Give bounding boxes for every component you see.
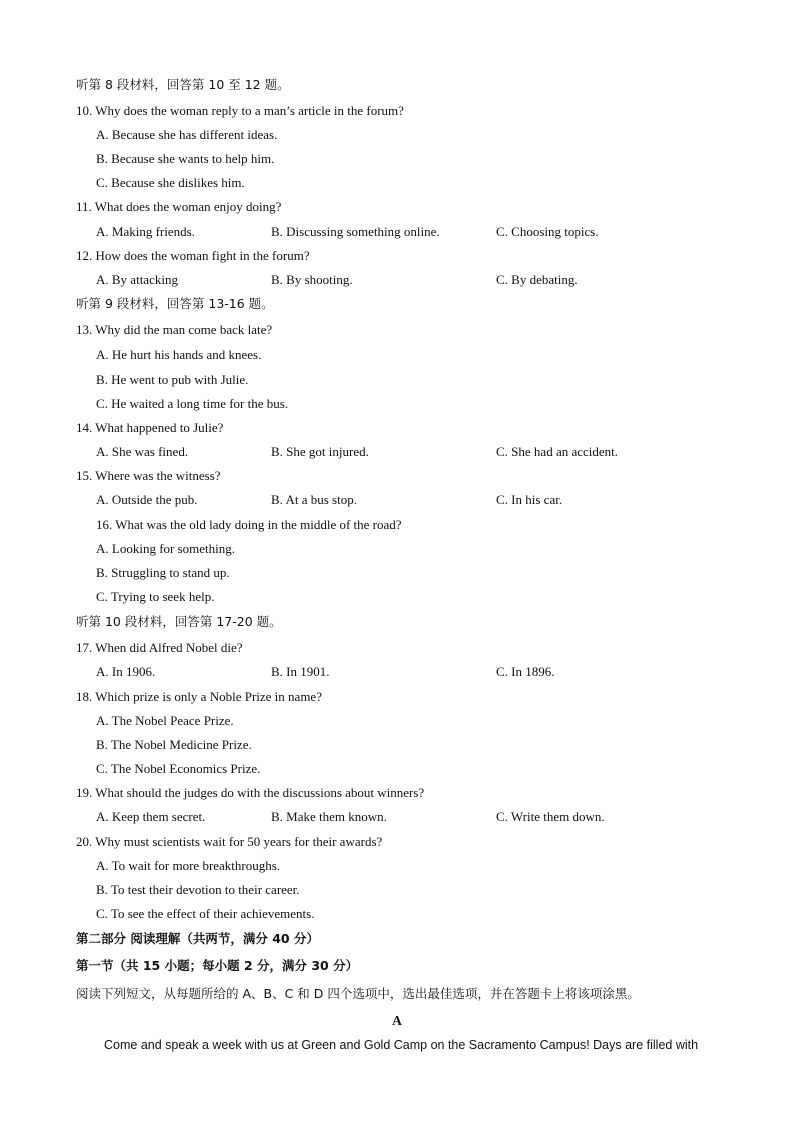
question-20: 20. Why must scientists wait for 50 years for their awards? <box>76 834 383 849</box>
q13-option-c: C. He waited a long time for the bus. <box>96 396 289 411</box>
q19-option-a: A. Keep them secret. <box>96 809 206 824</box>
passage-a-first-line: Come and speak a week with us at Green and Gold Camp on the Sacramento Campus! Days are filled with <box>104 1038 699 1052</box>
question-12: 12. How does the woman fight in the forum? <box>76 248 310 263</box>
q19-option-b: B. Make them known. <box>271 809 387 824</box>
part-2-heading: 第二部分 阅读理解（共两节，满分 40 分） <box>76 931 319 946</box>
q16-option-c: C. Trying to seek help. <box>96 589 215 604</box>
q18-option-c: C. The Nobel Economics Prize. <box>96 761 261 776</box>
q16-option-b: B. Struggling to stand up. <box>96 565 230 580</box>
q18-option-b: B. The Nobel Medicine Prize. <box>96 737 252 752</box>
q20-option-c: C. To see the effect of their achievements. <box>96 906 315 921</box>
q10-option-b: B. Because she wants to help him. <box>96 151 275 166</box>
question-17: 17. When did Alfred Nobel die? <box>76 640 243 655</box>
q11-option-a: A. Making friends. <box>96 224 195 239</box>
q20-option-a: A. To wait for more breakthroughs. <box>96 858 281 873</box>
q14-option-a: A. She was fined. <box>96 444 189 459</box>
question-10: 10. Why does the woman reply to a man’s article in the forum? <box>76 103 404 118</box>
q15-option-b: B. At a bus stop. <box>271 492 357 507</box>
q18-option-a: A. The Nobel Peace Prize. <box>96 713 234 728</box>
question-16: 16. What was the old lady doing in the middle of the road? <box>96 517 402 532</box>
q13-option-b: B. He went to pub with Julie. <box>96 372 249 387</box>
question-18: 18. Which prize is only a Noble Prize in name? <box>76 689 322 704</box>
section-10-heading: 听第 10 段材料，回答第 17-20 题。 <box>76 614 282 629</box>
question-11: 11. What does the woman enjoy doing? <box>76 199 282 214</box>
q16-option-a: A. Looking for something. <box>96 541 236 556</box>
reading-instruction: 阅读下列短文，从每题所给的 A、B、C 和 D 四个选项中，选出最佳选项，并在答题卡上将该项涂黑。 <box>76 986 640 1001</box>
q14-option-b: B. She got injured. <box>271 444 369 459</box>
q20-option-b: B. To test their devotion to their career. <box>96 882 300 897</box>
q11-option-b: B. Discussing something online. <box>271 224 440 239</box>
q11-option-c: C. Choosing topics. <box>496 224 599 239</box>
q14-option-c: C. She had an accident. <box>496 444 619 459</box>
q10-option-c: C. Because she dislikes him. <box>96 175 245 190</box>
question-13: 13. Why did the man come back late? <box>76 322 273 337</box>
q13-option-a: A. He hurt his hands and knees. <box>96 347 262 362</box>
q15-option-a: A. Outside the pub. <box>96 492 198 507</box>
q17-option-a: A. In 1906. <box>96 664 156 679</box>
section-1-heading: 第一节（共 15 小题；每小题 2 分，满分 30 分） <box>76 958 359 973</box>
q12-option-a: A. By attacking <box>96 272 178 287</box>
passage-title: A <box>392 1013 402 1028</box>
q15-option-c: C. In his car. <box>496 492 563 507</box>
q12-option-c: C. By debating. <box>496 272 578 287</box>
question-15: 15. Where was the witness? <box>76 468 221 483</box>
q12-option-b: B. By shooting. <box>271 272 353 287</box>
question-19: 19. What should the judges do with the discussions about winners? <box>76 785 425 800</box>
q10-option-a: A. Because she has different ideas. <box>96 127 278 142</box>
q17-option-b: B. In 1901. <box>271 664 330 679</box>
q17-option-c: C. In 1896. <box>496 664 555 679</box>
question-14: 14. What happened to Julie? <box>76 420 224 435</box>
section-8-heading: 听第 8 段材料，回答第 10 至 12 题。 <box>76 77 290 92</box>
q19-option-c: C. Write them down. <box>496 809 605 824</box>
section-9-heading: 听第 9 段材料，回答第 13-16 题。 <box>76 296 274 311</box>
